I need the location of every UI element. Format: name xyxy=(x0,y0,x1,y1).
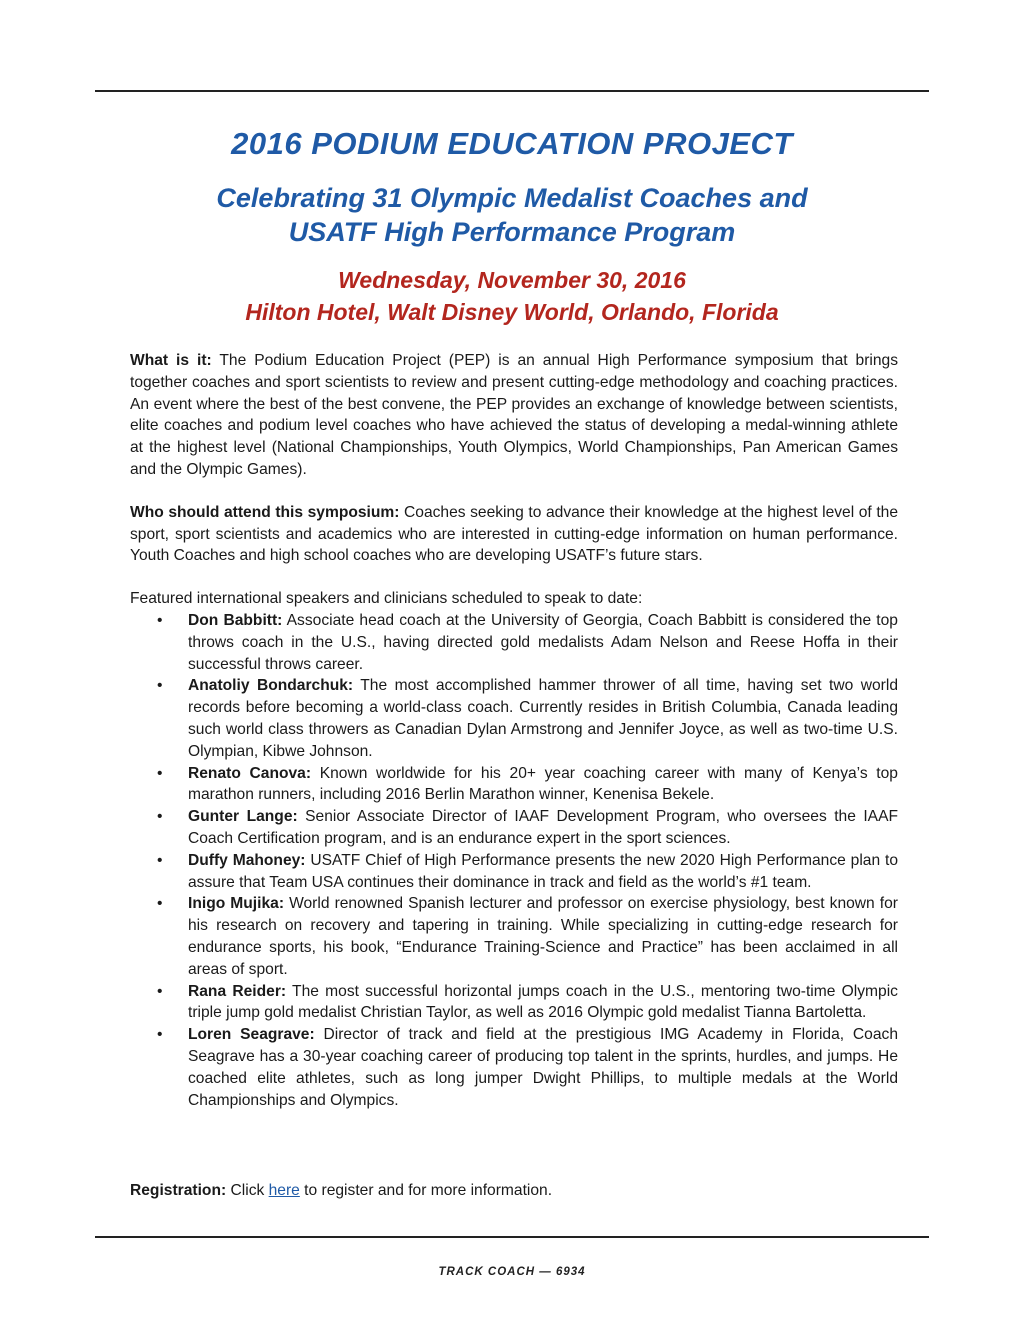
speaker-description: Associate head coach at the University of Georgia, Coach Babbitt is considered the top throws coach in the U.S., having directed gold medalists Adam Nelson and Reese Hoffa in their successful throws career. xyxy=(188,611,898,673)
list-item xyxy=(130,1024,898,1111)
speakers-intro: Featured international speakers and clinicians scheduled to speak to date: xyxy=(130,590,643,608)
list-item xyxy=(130,763,898,807)
speaker-name: Renato Canova: xyxy=(188,764,312,782)
speaker-description: Known worldwide for his 20+ year coaching career with many of Kenya’s top marathon runners, including 2016 Berlin Marathon winner, Kenenisa Bekele. xyxy=(188,764,898,804)
speaker-description: Senior Associate Director of IAAF Development Program, who oversees the IAAF Coach Certification program, and is an endurance expert in the sport sciences. xyxy=(188,808,898,847)
register-link[interactable]: here xyxy=(268,1182,300,1199)
registration-label: Registration: xyxy=(130,1182,227,1199)
bullet-icon: • xyxy=(157,1026,163,1044)
list-item xyxy=(130,893,898,980)
bullet-icon: • xyxy=(157,677,163,695)
what-is-it-paragraph xyxy=(130,350,898,481)
page-title: 2016 PODIUM EDUCATION PROJECT xyxy=(231,126,793,161)
list-item xyxy=(130,850,898,894)
speaker-name: Inigo Mujika: xyxy=(188,895,285,913)
speaker-name: Duffy Mahoney: xyxy=(188,851,306,869)
who-should-attend-label: Who should attend this symposium: xyxy=(130,503,400,521)
speaker-name: Loren Seagrave: xyxy=(188,1026,315,1044)
speaker-name: Rana Reider: xyxy=(188,982,287,1000)
speaker-name: Anatoliy Bondarchuk: xyxy=(188,677,354,695)
bullet-icon: • xyxy=(157,895,163,913)
who-should-attend-paragraph xyxy=(130,502,898,567)
bullet-icon: • xyxy=(157,851,163,869)
speaker-description: USATF Chief of High Performance presents the new 2020 High Performance plan to assure that Team USA continues their dominance in track and field as the world’s #1 team. xyxy=(188,851,898,891)
subtitle xyxy=(0,181,1024,249)
speaker-name: Don Babbitt: xyxy=(188,611,283,629)
subtitle-line-1: Celebrating 31 Olympic Medalist Coaches and xyxy=(216,183,808,213)
bullet-icon: • xyxy=(157,611,163,629)
event-info xyxy=(0,264,1024,328)
speaker-description: Director of track and field at the prestigious IMG Academy in Florida, Coach Seagrave has a 30-year coaching career of producing top talent in the sprints, hurdles, and jumps. He coached elite athletes, such as long jumper Dwight Phillips, to multiple medals at the World Championships and Olympics. xyxy=(188,1026,898,1109)
list-item xyxy=(130,981,898,1025)
event-location: Hilton Hotel, Walt Disney World, Orlando, Florida xyxy=(245,299,779,325)
what-is-it-label: What is it: xyxy=(130,352,212,369)
speaker-description: The most successful horizontal jumps coach in the U.S., mentoring two-time Olympic triple jump gold medalist Christian Taylor, as well as 2016 Olympic gold medalist Tianna Bartoletta. xyxy=(188,982,898,1022)
registration-after-link: to register and for more information. xyxy=(299,1182,553,1199)
subtitle-line-2: USATF High Performance Program xyxy=(288,217,736,247)
speaker-list xyxy=(130,610,898,1111)
speaker-name: Gunter Lange: xyxy=(188,808,298,826)
registration-before-link: Click xyxy=(226,1182,269,1199)
event-date: Wednesday, November 30, 2016 xyxy=(338,267,686,293)
speaker-description: World renowned Spanish lecturer and professor on exercise physiology, best known for his research on recovery and tapering in training. While specializing in cutting-edge research for endurance sports, his book, “Endurance Training-Science and Practice” has been acclaimed in all areas of sport. xyxy=(188,895,898,978)
registration-line xyxy=(130,1182,898,1200)
speaker-description: The most accomplished hammer thrower of all time, having set two world records before becoming a world-class coach. Currently resides in British Columbia, Canada leading such world class throwers as Canadian Dylan Armstrong and Jennifer Joyce, as well as two-time U.S. Olympian, Kibwe Johnson. xyxy=(188,677,898,760)
what-is-it-text: The Podium Education Project (PEP) is an annual High Performance symposium that brings together coaches and sport scientists to review and present cutting-edge methodology and coaching practices. An event where the best of the best convene, the PEP provides an exchange of knowledge between scientists, elite coaches and podium level coaches who have achieved the status of developing a medal-winning athlete at the highest level (National Championships, Youth Olympics, World Championships, Pan American Games and the Olympic Games). xyxy=(130,352,898,478)
list-item xyxy=(130,610,898,675)
bullet-icon: • xyxy=(157,808,163,826)
bullet-icon: • xyxy=(157,764,163,782)
page-footer: TRACK COACH — 6934 xyxy=(438,1266,586,1278)
bottom-divider xyxy=(95,1236,929,1238)
body-content xyxy=(130,350,898,1111)
bullet-icon: • xyxy=(157,982,163,1000)
list-item xyxy=(130,675,898,762)
list-item xyxy=(130,806,898,850)
top-divider xyxy=(95,90,929,92)
who-should-attend-text: Coaches seeking to advance their knowledge at the highest level of the sport, sport scientists and academics who are interested in cutting-edge information on human performance. Youth Coaches and high school coaches who are developing USATF’s future stars. xyxy=(130,503,898,565)
